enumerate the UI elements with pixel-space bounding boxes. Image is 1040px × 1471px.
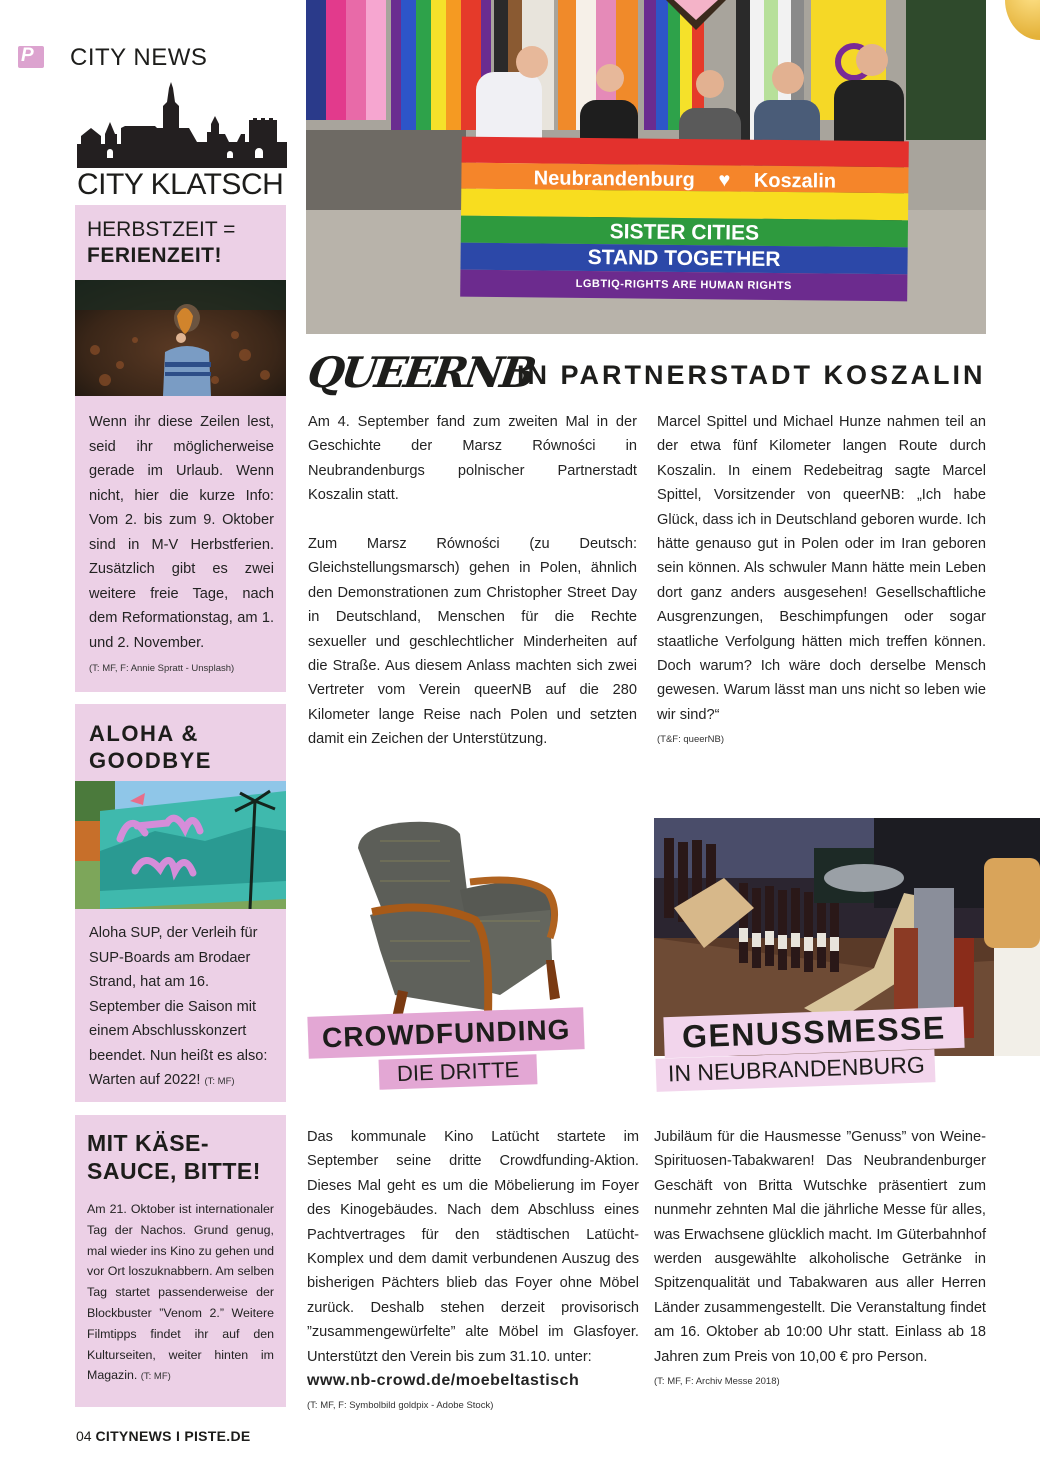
sidebar-box-text: Aloha SUP, der Verleih für SUP-Boards am Brodaer Strand, hat am 16. September die Saison mit einem Abschlusskonzert beendet. Nun heißt es also: Warten auf 2022! (T: MF) bbox=[89, 925, 268, 1088]
sidebar-box-nachos bbox=[75, 1115, 286, 1407]
photo-credit: (T: MF, F: Archiv Messe 2018) bbox=[654, 1376, 780, 1388]
photo-credit: (T: MF, F: Annie Spratt - Unsplash) bbox=[89, 663, 235, 674]
crowdfunding-subtitle: DIE DRITTE bbox=[379, 1054, 538, 1090]
column-title: CITY KLATSCH bbox=[77, 168, 284, 201]
piste-logo: P bbox=[18, 46, 44, 68]
aloha-sup-photo bbox=[75, 781, 286, 909]
sidebar-box-text: Am 21. Oktober ist internationaler Tag der Nachos. Grund genug, mal wieder ins Kino zu gehen und vor Ort loszuknabbern. Am selben Tag startet passenderweise der Blockbuster ”Venom 2.” Weitere Filmtipps findet ihr auf den Kulturseiten, weiter hinten im Magazin. (T: MF) bbox=[87, 1202, 274, 1383]
sidebar-box-herbstzeit bbox=[75, 205, 286, 692]
genussmesse-subtitle: IN NEUBRANDENBURG bbox=[656, 1049, 936, 1092]
crowdfunding-link[interactable]: www.nb-crowd.de/moebeltastisch bbox=[307, 1372, 580, 1390]
sidebar-box-title: ALOHA & GOODBYE bbox=[89, 721, 212, 773]
sidebar-box-aloha bbox=[75, 704, 286, 1102]
page-footer bbox=[76, 1428, 251, 1444]
footer-label: CITYNEWS I PISTE.DE bbox=[95, 1428, 251, 1444]
photo-credit: (T: MF) bbox=[204, 1076, 235, 1087]
article-title: IN PARTNERSTADT KOSZALIN bbox=[517, 360, 986, 390]
crowdfunding-title: CROWDFUNDING bbox=[307, 1007, 585, 1059]
article-column-1: Am 4. September fand zum zweiten Mal in der Geschichte der Marsz Równości in Neubrandenburgs polnischer Partnerstadt Koszalin statt. Zum Marsz Równości (zu Deutsch: Gleichstellungsmarsch) gehen in Polen, ähnlich den Demonstrationen zum Christopher Street Day in Deutschland, Menschen für die Rechte sexueller und geschlechtlicher Minderheiten auf die Straße. Aus diesem Anlass machten sich zwei Vertreter vom Verein queerNB auf die 280 Kilometer lange Reise nach Polen und setzten damit ein Zeichen der Unterstützung. bbox=[308, 414, 637, 748]
heart-icon: ♥ bbox=[718, 169, 731, 192]
page-number: 04 bbox=[76, 1428, 92, 1444]
sidebar-box-text: Wenn ihr diese Zeilen lest, seid ihr möglicherweise gerade im Urlaub. Wenn nicht, hier die kurze Info: Vom 2. bis zum 9. Oktober sind in M-V Herbstferien. Zusätzlich gibt es zwei weitere freie Tage, nach dem Reformationstag, am 1. und 2. November. (T: MF, F: Annie Spratt - Unsplash) bbox=[89, 414, 274, 674]
article-column-2: Marcel Spittel und Michael Hunze nahmen teil an der etwa fünf Kilometer langen Route durch Koszalin. In einem Redebeitrag sagte Marcel Spittel, Vorsitzender von queerNB: „Ich habe Glück, dass ich in Deutschland geboren wurde. Ich hätte genauso gut in Polen oder im Iran geboren sein können. Als schwuler Mann hätte mein Leben dort ganz anders ausgesehen! Gesellschaftliche Ausgrenzungen, Beschimpfungen oder sogar staatliche Verfolgung hätten mich treffen können. Doch warum? Ich wäre doch derselbe Mensch gewesen. Warum lässt man uns nicht so leben wie wir sind?“ (T&F: queerNB) bbox=[657, 414, 986, 746]
genussmesse-title: GENUSSMESSE bbox=[663, 1007, 964, 1058]
queernb-group-photo bbox=[306, 0, 986, 334]
city-skyline-icon bbox=[77, 82, 287, 168]
sidebar-box-title: MIT KÄSE- SAUCE, BITTE! bbox=[87, 1130, 261, 1184]
photo-credit: (T: MF, F: Symbolbild goldpix - Adobe Stock) bbox=[307, 1400, 494, 1412]
article-title-script: QUEERNB bbox=[304, 348, 537, 397]
decorative-gold-ball bbox=[1005, 0, 1040, 40]
crowdfunding-text: Das kommunale Kino Latücht startete im September seine dritte Crowdfunding-Aktion. Dieses Mal geht es um die Möbelierung im Foyer des Kinogebäudes. Nach dem Abschluss eines Pachtvertrages für den städtischen Latücht-Komplex und dem damit verbundenen Auszug des bisherigen Pächters blieb das Foyer ohne Möbel zurück. Deshalb stehen derzeit provisorisch ”zusammengewürfelte” alte Möbel im Glasfoyer. Unterstützt den Verein bis zum 31.10. unter: www.nb-crowd.de/moebeltastisch (T: MF, F: Symbolbild goldpix - Adobe Stock) bbox=[307, 1129, 639, 1412]
photo-credit: (T&F: queerNB) bbox=[657, 734, 725, 746]
sidebar-box-title: HERBSTZEIT = FERIENZEIT! bbox=[87, 218, 236, 267]
photo-credit: (T: MF) bbox=[140, 1371, 171, 1383]
rainbow-banner: Neubrandenburg ♥ Koszalin SISTER CITIES STAND TOGETHER LGBTIQ-RIGHTS ARE HUMAN RIGHTS bbox=[460, 137, 909, 302]
section-title: CITY NEWS bbox=[70, 44, 208, 71]
child-leaf-photo bbox=[75, 280, 286, 396]
armchair-photo bbox=[350, 820, 580, 1020]
genussmesse-text: Jubiläum für die Hausmesse ”Genuss” von Weine-Spirituosen-Tabakwaren! Das Neubrandenburger Geschäft von Britta Wutschke präsentiert zum nunmehr zehnten Mal die jährliche Messe für alles, was Erwachsene glücklich macht. Im Güterbahnhof werden ausgewählte alkoholische Getränke in Spitzenqualität und Tabakwaren aus aller Herren Länder zusammengestellt. Die Veranstaltung findet am 16. Oktober ab 10:00 Uhr statt. Einlass ab 18 Jahren zum Preis von 10,00 € pro Person. (T: MF, F: Archiv Messe 2018) bbox=[654, 1129, 986, 1388]
